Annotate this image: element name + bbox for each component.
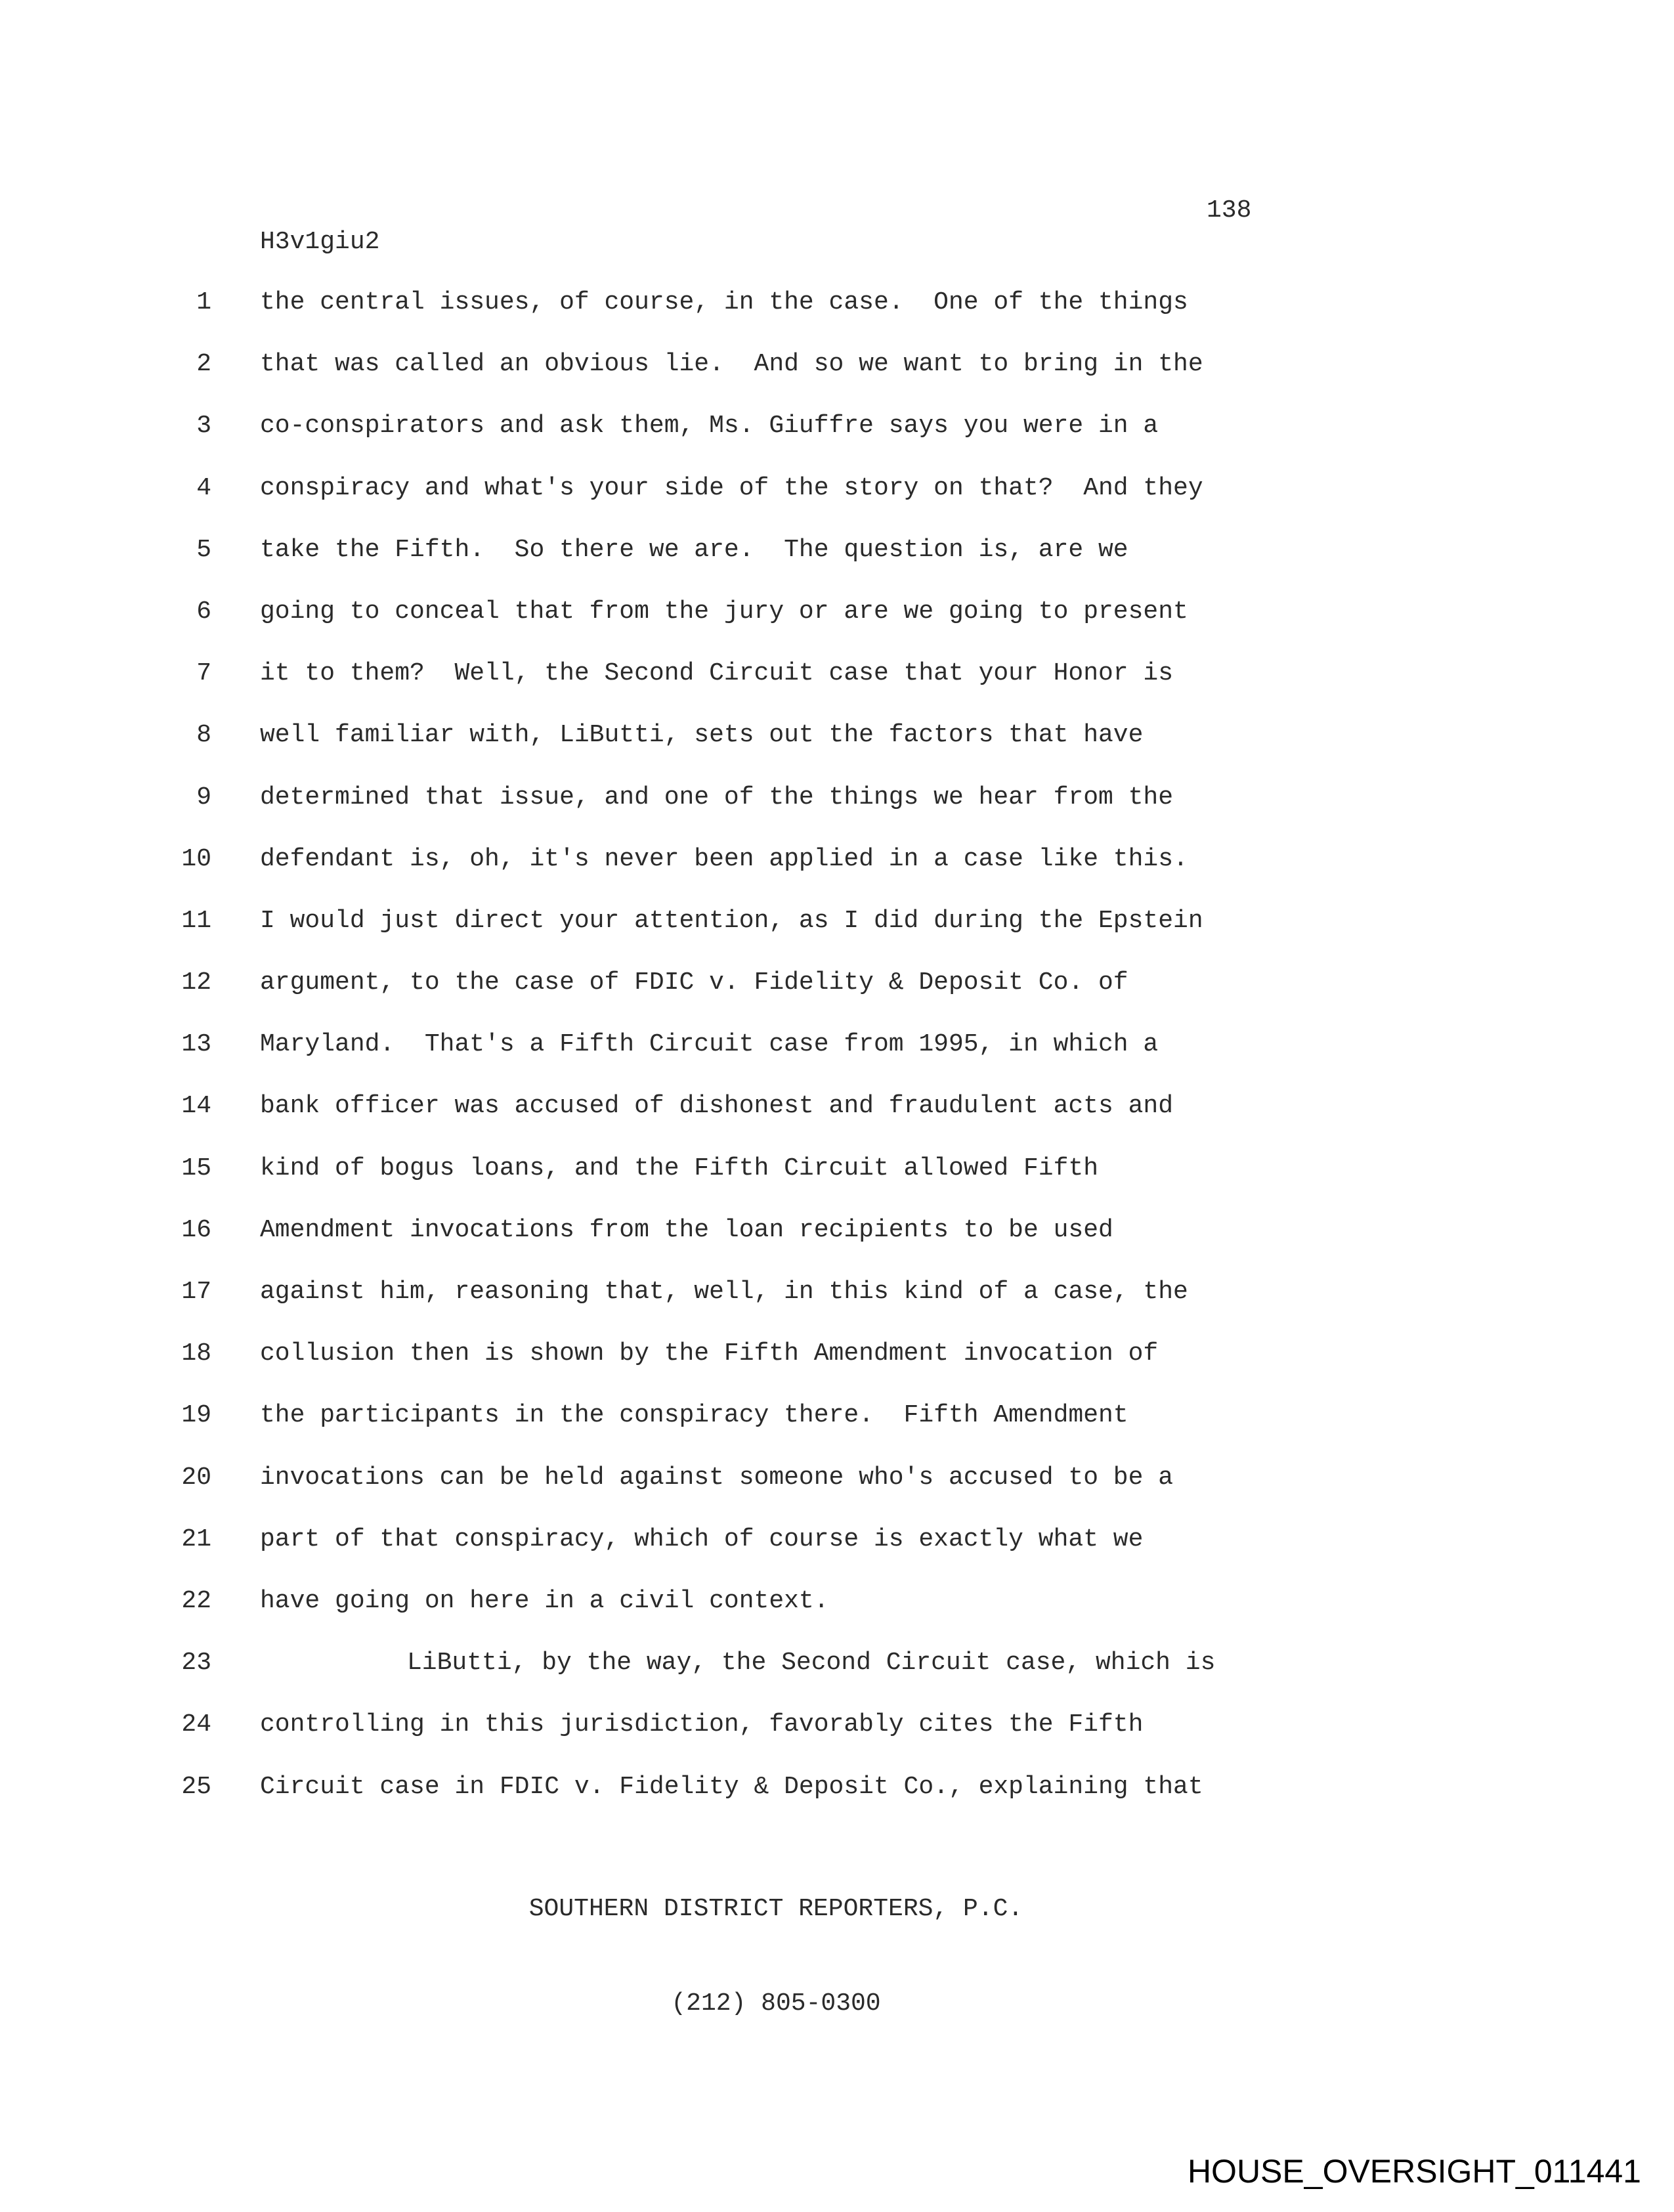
line-number: 1 <box>196 288 211 316</box>
line-number: 23 <box>181 1649 211 1678</box>
line-text: Amendment invocations from the loan recipients to be used <box>260 1215 1113 1244</box>
line-text: that was called an obvious lie. And so we want to bring in the <box>260 350 1203 379</box>
transcript-line <box>0 534 1674 596</box>
transcript-line <box>0 966 1674 1028</box>
line-text: conspiracy and what's your side of the story on that? And they <box>260 473 1203 502</box>
transcript-line <box>0 1028 1674 1090</box>
line-text: determined that issue, and one of the things we hear from the <box>260 783 1174 812</box>
bates-number: HOUSE_OVERSIGHT_011441 <box>1187 2153 1641 2190</box>
reporter-footer <box>0 1831 1552 2051</box>
line-number: 7 <box>196 659 211 688</box>
line-text: I would just direct your attention, as I did during the Epstein <box>260 906 1203 935</box>
transcript-line <box>0 657 1674 719</box>
line-number: 14 <box>181 1092 211 1121</box>
line-number: 18 <box>181 1339 211 1368</box>
line-number: 25 <box>181 1772 211 1801</box>
transcript-line <box>0 1152 1674 1214</box>
line-number: 9 <box>196 783 211 812</box>
line-text: Circuit case in FDIC v. Fidelity & Deposit Co., explaining that <box>260 1772 1203 1801</box>
line-text: take the Fifth. So there we are. The question is, are we <box>260 535 1128 564</box>
transcript-line <box>0 1214 1674 1276</box>
transcript-line <box>0 843 1674 905</box>
line-text: bank officer was accused of dishonest and fraudulent acts and <box>260 1092 1174 1121</box>
line-text: controlling in this jurisdiction, favorably cites the Fifth <box>260 1710 1144 1739</box>
transcript-line <box>0 596 1674 657</box>
line-number: 21 <box>181 1525 211 1553</box>
transcript-line <box>0 1462 1674 1523</box>
line-number: 15 <box>181 1154 211 1182</box>
line-number: 6 <box>196 597 211 626</box>
transcript-line <box>0 1647 1674 1708</box>
line-number: 4 <box>196 473 211 502</box>
line-text: invocations can be held against someone who's accused to be a <box>260 1463 1174 1492</box>
transcript-line <box>0 719 1674 781</box>
line-text: collusion then is shown by the Fifth Amendment invocation of <box>260 1339 1159 1368</box>
line-number: 8 <box>196 721 211 750</box>
line-number: 12 <box>181 968 211 997</box>
line-number: 24 <box>181 1710 211 1739</box>
line-number: 13 <box>181 1030 211 1059</box>
transcript-line <box>0 1399 1674 1461</box>
line-text: well familiar with, LiButti, sets out the factors that have <box>260 721 1144 750</box>
transcript-line <box>0 1090 1674 1152</box>
transcript-line <box>0 472 1674 534</box>
line-text: LiButti, by the way, the Second Circuit case, which is <box>407 1649 1216 1678</box>
case-identifier: H3v1giu2 <box>260 228 380 256</box>
line-number: 17 <box>181 1278 211 1306</box>
line-text: have going on here in a civil context. <box>260 1586 829 1615</box>
reporter-phone: (212) 805-0300 <box>671 1989 881 2018</box>
transcript-line <box>0 286 1674 348</box>
line-text: going to conceal that from the jury or are we going to present <box>260 597 1188 626</box>
page-number: 138 <box>1207 196 1252 225</box>
line-text: Maryland. That's a Fifth Circuit case from 1995, in which a <box>260 1030 1159 1059</box>
line-text: kind of bogus loans, and the Fifth Circuit allowed Fifth <box>260 1154 1099 1182</box>
line-number: 19 <box>181 1401 211 1430</box>
line-text: it to them? Well, the Second Circuit case that your Honor is <box>260 659 1174 688</box>
transcript-line <box>0 781 1674 843</box>
transcript-line <box>0 348 1674 410</box>
line-number: 3 <box>196 412 211 441</box>
line-number: 10 <box>181 844 211 873</box>
transcript-line <box>0 905 1674 966</box>
transcript-line <box>0 410 1674 471</box>
line-text: part of that conspiracy, which of course is exactly what we <box>260 1525 1144 1553</box>
transcript-line <box>0 1337 1674 1399</box>
line-number: 5 <box>196 535 211 564</box>
transcript-line <box>0 1585 1674 1647</box>
line-text: the central issues, of course, in the case. One of the things <box>260 288 1188 316</box>
line-text: argument, to the case of FDIC v. Fidelity & Deposit Co. of <box>260 968 1128 997</box>
transcript-line <box>0 1523 1674 1585</box>
transcript-body <box>0 286 1674 1832</box>
line-number: 16 <box>181 1215 211 1244</box>
line-number: 22 <box>181 1586 211 1615</box>
reporter-name: SOUTHERN DISTRICT REPORTERS, P.C. <box>528 1895 1023 1923</box>
line-number: 20 <box>181 1463 211 1492</box>
line-number: 2 <box>196 350 211 379</box>
transcript-line <box>0 1276 1674 1337</box>
line-text: defendant is, oh, it's never been applied in a case like this. <box>260 844 1188 873</box>
line-text: against him, reasoning that, well, in this kind of a case, the <box>260 1278 1188 1306</box>
line-text: the participants in the conspiracy there. Fifth Amendment <box>260 1401 1128 1430</box>
transcript-line <box>0 1771 1674 1832</box>
line-text: co-conspirators and ask them, Ms. Giuffre says you were in a <box>260 412 1159 441</box>
transcript-line <box>0 1708 1674 1770</box>
line-number: 11 <box>181 906 211 935</box>
